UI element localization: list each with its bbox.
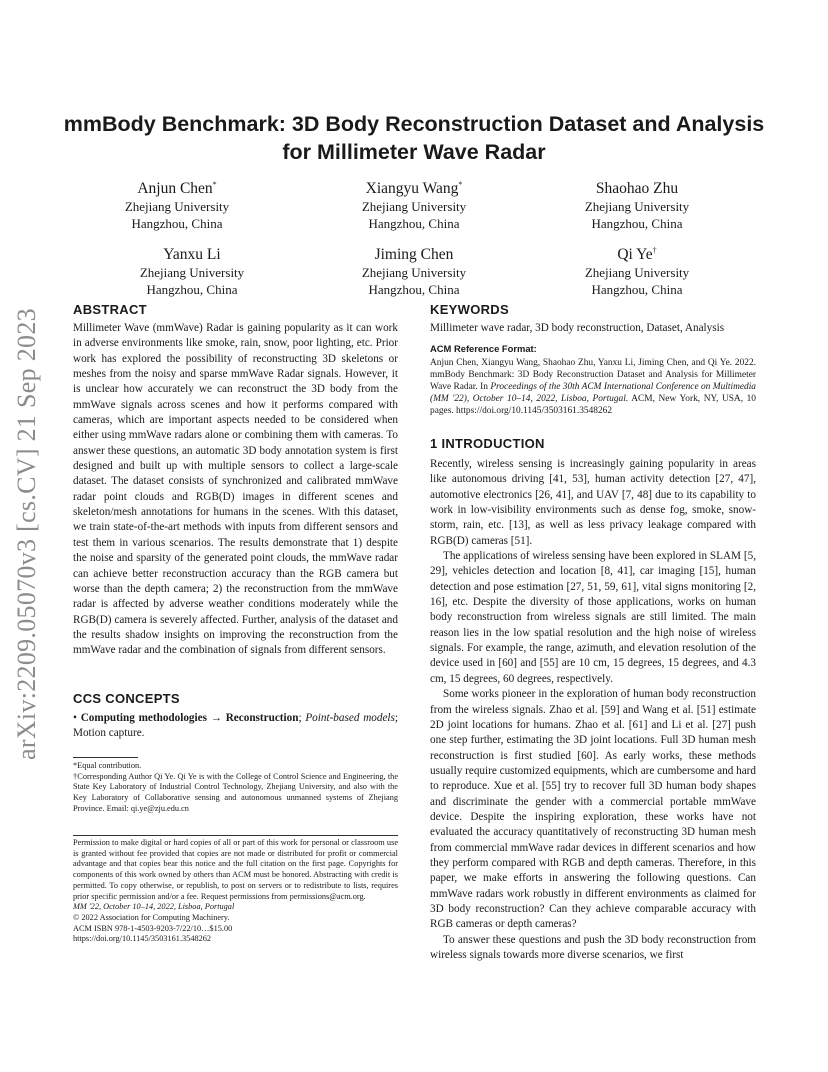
- intro-paragraph: Recently, wireless sensing is increasingly gaining popularity in areas like autonomous driving [41, 53], human activity detection [27, 47], automotive electronics [26, 41], and UAV [7, 48] due to its capability to work in low-visibility environments such as dense fog, smoke, snow-storm, rain, etc. [13], as well as less privacy leakage compared with RGB(D) cameras [51].: [430, 458, 756, 547]
- author-location: Hangzhou, China: [146, 281, 238, 297]
- paper-title: mmBody Benchmark: 3D Body Reconstruction Dataset and Analysis for Millimeter Wave Radar: [63, 112, 765, 164]
- author-mark: *: [212, 180, 217, 189]
- footnotes: [73, 761, 398, 815]
- author-affiliation: Zhejiang University: [124, 199, 230, 215]
- permission-rule: [73, 835, 398, 836]
- intro-paragraph: Some works pioneer in the exploration of human body reconstruction from the wireless signals. Zhao et al. [59] and Wang et al. [51] estimate 2D joint locations for humans. Zhao et al. [61] and Li et al. [27] push one step further, estimating the 3D joint locations. Full 3D human mesh reconstruction is first studied [60]. As early works, these methods usually require customized equipments, which are cumbersome and hard to reproduce. Xue et al. [55] try to recover full 3D human body shapes and discriminate the gender with a commercial portable mmWave device. Despite the inspiring exploration, these works have not evaluated the accuracy quantitatively of reconstructing 3D human mesh from commercial mmWave radar devices in different scenarios and how they perform compared with RGB and depth cameras. Therefore, in this paper, we make efforts in answering the following questions. Can mmWave radars work robustly in different environments as claimed for 3D body reconstruction? Can they achieve comparable accuracy with RGB cameras or depth cameras?: [430, 688, 756, 931]
- author-block: [334, 174, 494, 232]
- author-location: Hangzhou, China: [591, 215, 683, 231]
- acm-reference-publisher: ACM, New York, NY, USA, 10 pages. https://doi.org/10.1145/3503161.3548262: [430, 394, 756, 417]
- author-location: Hangzhou, China: [591, 281, 683, 297]
- author-location: Hangzhou, China: [131, 215, 223, 231]
- author-affiliation: Zhejiang University: [584, 199, 690, 215]
- permission-venue: MM '22, October 10–14, 2022, Lisboa, Portugal: [73, 902, 235, 912]
- author-affiliation: Zhejiang University: [361, 265, 467, 281]
- author-location: Hangzhou, China: [368, 281, 460, 297]
- author-name: Anjun Chen: [137, 180, 213, 198]
- abstract-text: Millimeter Wave (mmWave) Radar is gaining popularity as it can work in adverse environments like smoke, rain, snow, poor lighting, etc. Prior work has explored the possibility of reconstructing 3D skeletons or meshes from the noisy and sparse mmWave Radar signals. However, it is unclear how accurately we can reconstruct the 3D body from the mmWave signals across scenes and how it performs compared with cameras, which are important aspects needed to be considered when either using mmWave radars alone or combining them with cameras. To answer these questions, an automatic 3D body annotation system is first designed and built up with multiple sensors to collect a large-scale dataset. The dataset consists of synchronized and calibrated mmWave radar point clouds and RGB(D) images in different scenes and skeleton/mesh annotations for humans in the scenes. With this dataset, we train state-of-the-art methods with inputs from different sensors and test them in various scenarios. The results demonstrate that 1) despite the noise and sparsity of the generated point clouds, the mmWave radar can achieve better reconstruction accuracy than the RGB camera but worse than the depth camera; 2) the reconstruction from the mmWave radar is affected by adverse weather conditions moderately while the RGB(D) camera is severely affected. Further, analysis of the dataset and the results shadow insights on improving the reconstruction from the mmWave radar and the combination of signals from different sensors.: [73, 322, 398, 657]
- introduction-heading: 1 INTRODUCTION: [430, 436, 545, 451]
- introduction-body: [430, 457, 756, 963]
- footnote-equal: *Equal contribution.: [73, 761, 142, 770]
- intro-paragraph: To answer these questions and push the 3D body reconstruction from wireless signals towards more diverse scenarios, we first: [430, 933, 756, 961]
- keywords-heading: KEYWORDS: [430, 302, 509, 317]
- abstract-body: [73, 321, 398, 659]
- keywords-text: Millimeter wave radar, 3D body reconstruction, Dataset, Analysis: [430, 322, 725, 334]
- author-affiliation: Zhejiang University: [361, 199, 467, 215]
- author-block: [557, 240, 717, 298]
- abstract-heading: ABSTRACT: [73, 302, 147, 317]
- ccs-separator: ;: [298, 712, 306, 724]
- permission-doi: https://doi.org/10.1145/3503161.3548262: [73, 934, 212, 944]
- author-affiliation: Zhejiang University: [584, 265, 690, 281]
- author-name: Qi Ye: [617, 246, 653, 264]
- author-block: [112, 240, 272, 298]
- author-name: Jiming Chen: [374, 246, 454, 264]
- footnote-rule: [73, 757, 138, 758]
- author-location: Hangzhou, China: [368, 215, 460, 231]
- ccs-bullet: •: [73, 712, 77, 724]
- ccs-concept-tail: ; Motion capture.: [73, 712, 399, 740]
- ccs-heading: CCS CONCEPTS: [73, 691, 180, 706]
- permission-block: [73, 838, 398, 945]
- author-block: [334, 240, 494, 298]
- acm-reference-heading: ACM Reference Format:: [430, 343, 537, 354]
- author-name: Shaohao Zhu: [595, 180, 679, 198]
- arxiv-identifier: arXiv:2209.05070v3 [cs.CV] 21 Sep 2023: [12, 308, 41, 760]
- author-block: [557, 174, 717, 232]
- permission-copyright: © 2022 Association for Computing Machinery.: [73, 912, 230, 922]
- footnote-corresponding: †Corresponding Author Qi Ye. Qi Ye is with the College of Control Science and Engineering, the State Key Laboratory of Industrial Control Technology, Zhejiang University, and also with the Key Laboratory of Collaborative sensing and autonomous unmanned systems of Zhejiang Province. Email: qi.ye@zju.edu.cn: [73, 771, 398, 813]
- author-mark: †: [652, 246, 657, 255]
- author-block: [97, 174, 257, 232]
- acm-reference-authors: Anjun Chen, Xiangyu Wang, Shaohao Zhu, Yanxu Li, Jiming Chen, and Qi Ye. 2022. mmBody Benchmark: 3D Body Reconstruction Dataset and Analysis for Millimeter Wave Radar. In: [430, 358, 756, 393]
- permission-text: Permission to make digital or hard copies of all or part of this work for personal or classroom use is granted without fee provided that copies are not made or distributed for profit or commercial advantage and that copies bear this notice and the full citation on the first page. Copyrights for components of this work owned by others than ACM must be honored. Abstracting with credit is permitted. To copy otherwise, or republish, to post on servers or to redistribute to lists, requires prior specific permission and/or a fee. Request permissions from permissions@acm.org.: [73, 838, 398, 901]
- author-mark: *: [458, 180, 463, 189]
- acm-reference-proceedings: Proceedings of the 30th ACM International Conference on Multimedia (MM '22), October 10–14, 2022, Lisboa, Portugal.: [430, 382, 756, 405]
- ccs-body: [73, 711, 398, 742]
- author-name: Xiangyu Wang: [365, 180, 459, 198]
- ccs-concept: Computing methodologies → Reconstruction: [80, 712, 299, 724]
- author-affiliation: Zhejiang University: [139, 265, 245, 281]
- ccs-concept-italic: Point-based models: [305, 712, 395, 724]
- author-name: Yanxu Li: [163, 246, 221, 264]
- acm-reference-body: [430, 357, 756, 417]
- permission-isbn: ACM ISBN 978-1-4503-9203-7/22/10…$15.00: [73, 923, 233, 933]
- keywords-body: [430, 321, 756, 336]
- intro-paragraph: The applications of wireless sensing have been explored in SLAM [5, 29], vehicles detection and location [8, 41], car imaging [15], human detection and pose estimation [27, 51, 59, 61], vital signs monitoring [2, 16], etc. Despite the diversity of those applications, works on human body reconstruction from wireless signals are still limited. The main reason lies in the low spatial resolution and the high noise of wireless signals. For example, the range, azimuth, and elevation resolution of the device used in [60] and [55] are 10 cm, 15 degrees, 15 degrees, and 4.3 cm, 15 degrees, 60 degrees, respectively.: [430, 550, 756, 685]
